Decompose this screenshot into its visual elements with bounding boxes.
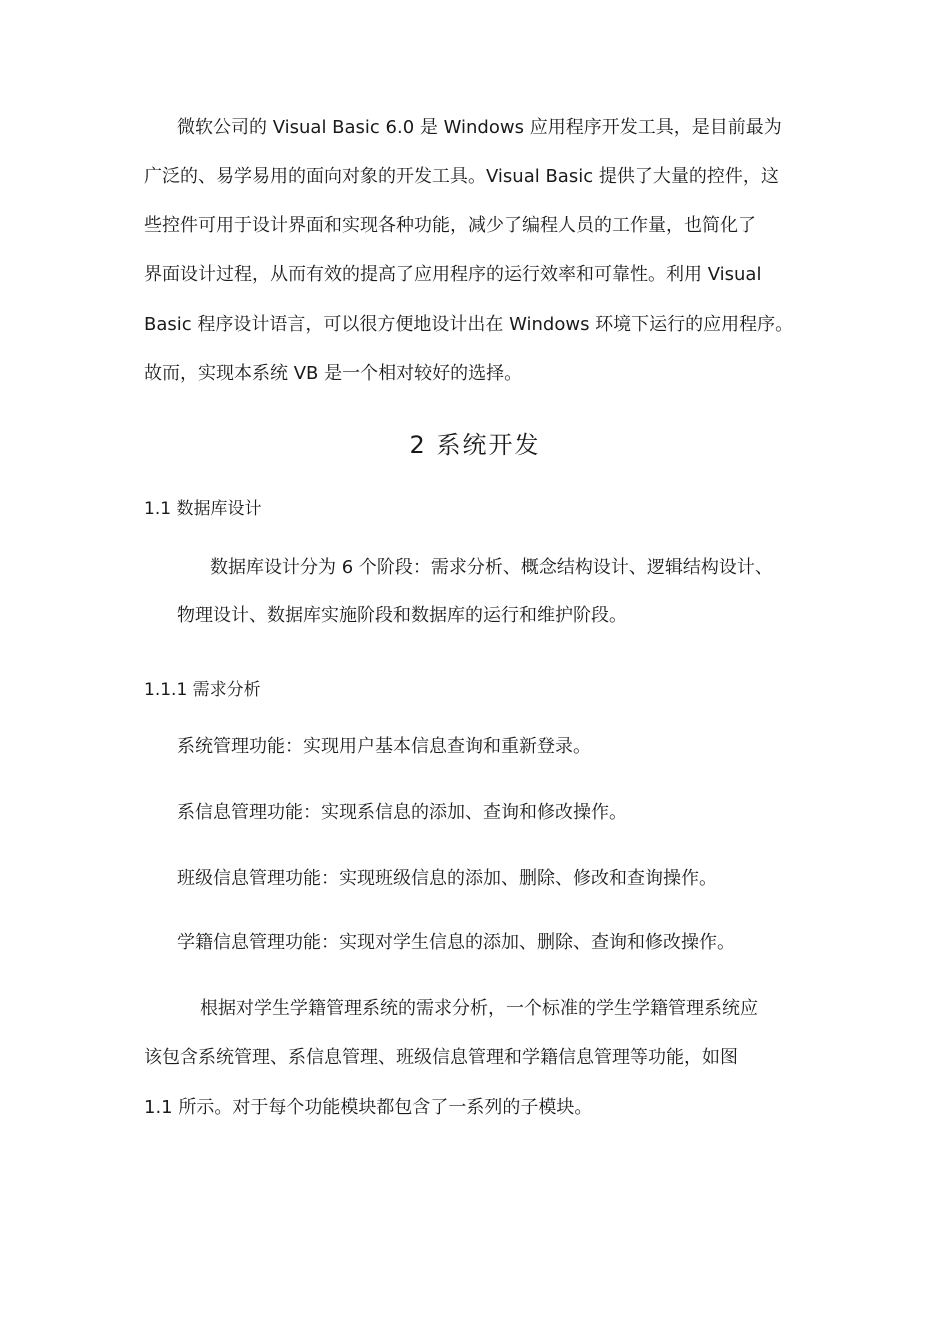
- intro-line-6: 故而，实现本系统 VB 是一个相对较好的选择。: [144, 363, 523, 384]
- function-item-department: 系信息管理功能：实现系信息的添加、查询和修改操作。: [177, 802, 627, 823]
- intro-line-5: Basic 程序设计语言，可以很方便地设计出在 Windows 环境下运行的应用程序。: [144, 314, 794, 335]
- summary-line-3: 1.1 所示。对于每个功能模块都包含了一系列的子模块。: [144, 1097, 593, 1118]
- intro-line-4: 界面设计过程，从而有效的提高了应用程序的运行效率和可靠性。利用 Visual: [144, 264, 762, 285]
- chapter-heading: 2 系统开发: [409, 431, 541, 459]
- intro-line-2: 广泛的、易学易用的面向对象的开发工具。Visual Basic 提供了大量的控件，这: [144, 166, 779, 187]
- summary-line-2: 该包含系统管理、系信息管理、班级信息管理和学籍信息管理等功能，如图: [144, 1047, 738, 1068]
- section-1-1-line-1: 数据库设计分为 6 个阶段：需求分析、概念结构设计、逻辑结构设计、: [210, 557, 773, 578]
- function-item-system: 系统管理功能：实现用户基本信息查询和重新登录。: [177, 736, 591, 757]
- section-1-1-1-heading: 1.1.1 需求分析: [144, 680, 261, 700]
- function-item-class: 班级信息管理功能：实现班级信息的添加、删除、修改和查询操作。: [177, 868, 717, 889]
- section-1-1-line-2: 物理设计、数据库实施阶段和数据库的运行和维护阶段。: [177, 605, 627, 626]
- intro-line-3: 些控件可用于设计界面和实现各种功能，减少了编程人员的工作量，也简化了: [144, 215, 756, 236]
- function-item-student: 学籍信息管理功能：实现对学生信息的添加、删除、查询和修改操作。: [177, 932, 735, 953]
- summary-line-1: 根据对学生学籍管理系统的需求分析，一个标准的学生学籍管理系统应: [200, 998, 758, 1019]
- section-1-1-heading: 1.1 数据库设计: [144, 499, 262, 519]
- intro-line-1: 微软公司的 Visual Basic 6.0 是 Windows 应用程序开发工具，是目前最为: [177, 117, 782, 138]
